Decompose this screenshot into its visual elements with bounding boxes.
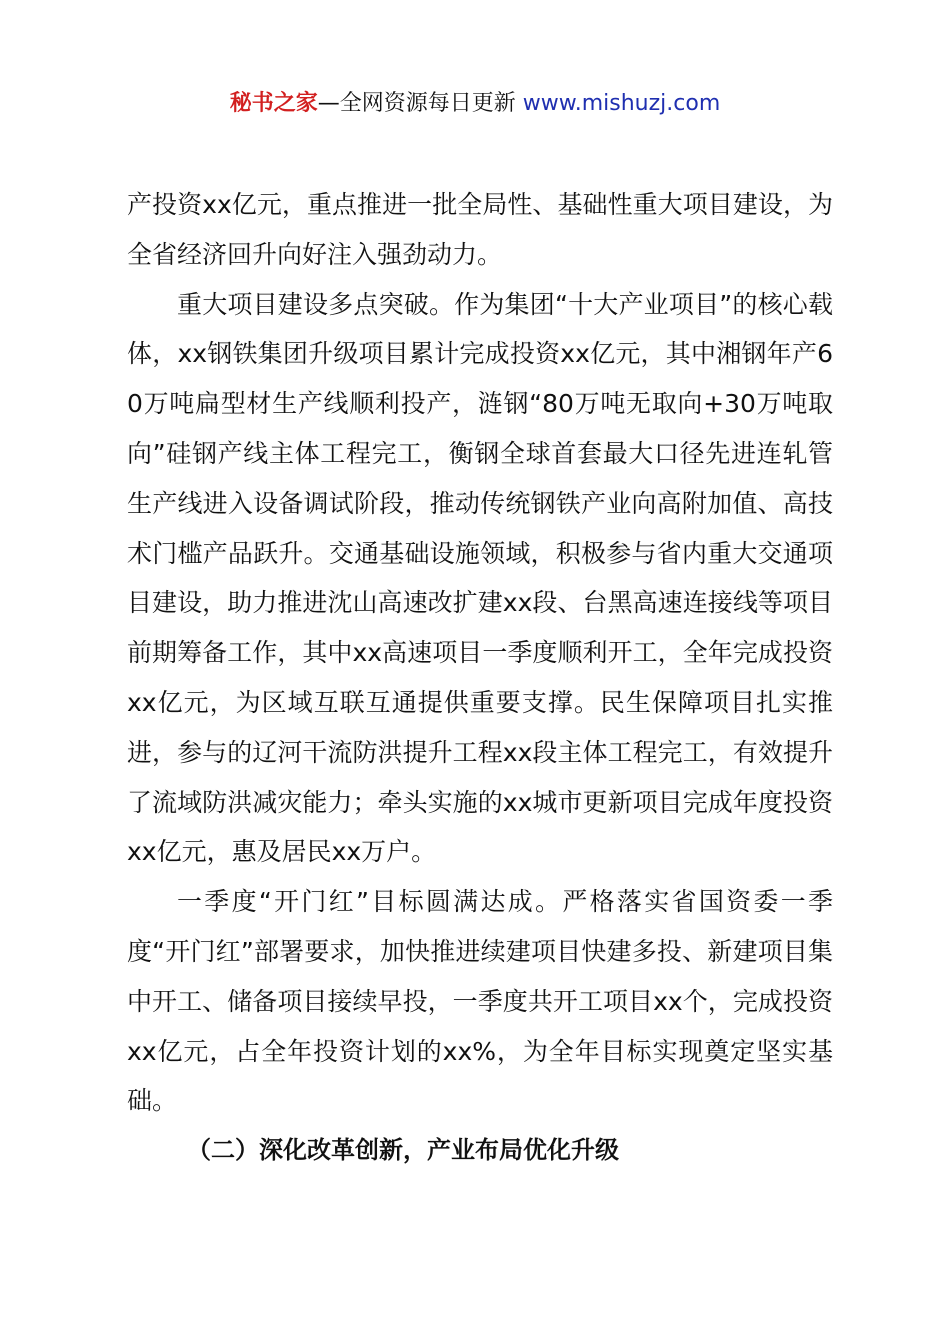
- paragraph-major-projects: 重大项目建设多点突破。作为集团“十大产业项目”的核心载体，xx钢铁集团升级项目累计完成投资xx亿元，其中湘钢年产60万吨扁型材生产线顺利投产，涟钢“80万吨无取向+30万吨取向”硅钢产线主体工程完工，衡钢全球首套最大口径先进连轧管生产线进入设备调试阶段，推动传统钢铁产业向高附加值、高技术门槛产品跃升。交通基础设施领域，积极参与省内重大交通项目建设，助力推进沈山高速改扩建xx段、台黑高速连接线等项目前期筹备工作，其中xx高速项目一季度顺利开工，全年完成投资xx亿元，为区域互联互通提供重要支撑。民生保障项目扎实推进，参与的辽河干流防洪提升工程xx段主体工程完工，有效提升了流域防洪减灾能力；牵头实施的xx城市更新项目完成年度投资xx亿元，惠及居民xx万户。: [127, 289, 833, 867]
- paragraph-first-quarter: 一季度“开门红”目标圆满达成。严格落实省国资委一季度“开门红”部署要求，加快推进续建项目快建多投、新建项目集中开工、储备项目接续早投，一季度共开工项目xx个，完成投资xx亿元，占全年投资计划的xx%，为全年目标实现奠定坚实基础。: [127, 887, 833, 1116]
- document-body: [127, 180, 833, 1176]
- header-tagline: —全网资源每日更新: [317, 91, 523, 116]
- page-header: [0, 88, 950, 120]
- brand-name: 秘书之家: [229, 91, 318, 116]
- paragraph-continuation: 产投资xx亿元，重点推进一批全局性、基础性重大项目建设，为全省经济回升向好注入强劲动力。: [127, 190, 833, 269]
- section-heading: （二）深化改革创新，产业布局优化升级: [187, 1136, 619, 1165]
- site-url[interactable]: www.mishuzj.com: [522, 91, 721, 116]
